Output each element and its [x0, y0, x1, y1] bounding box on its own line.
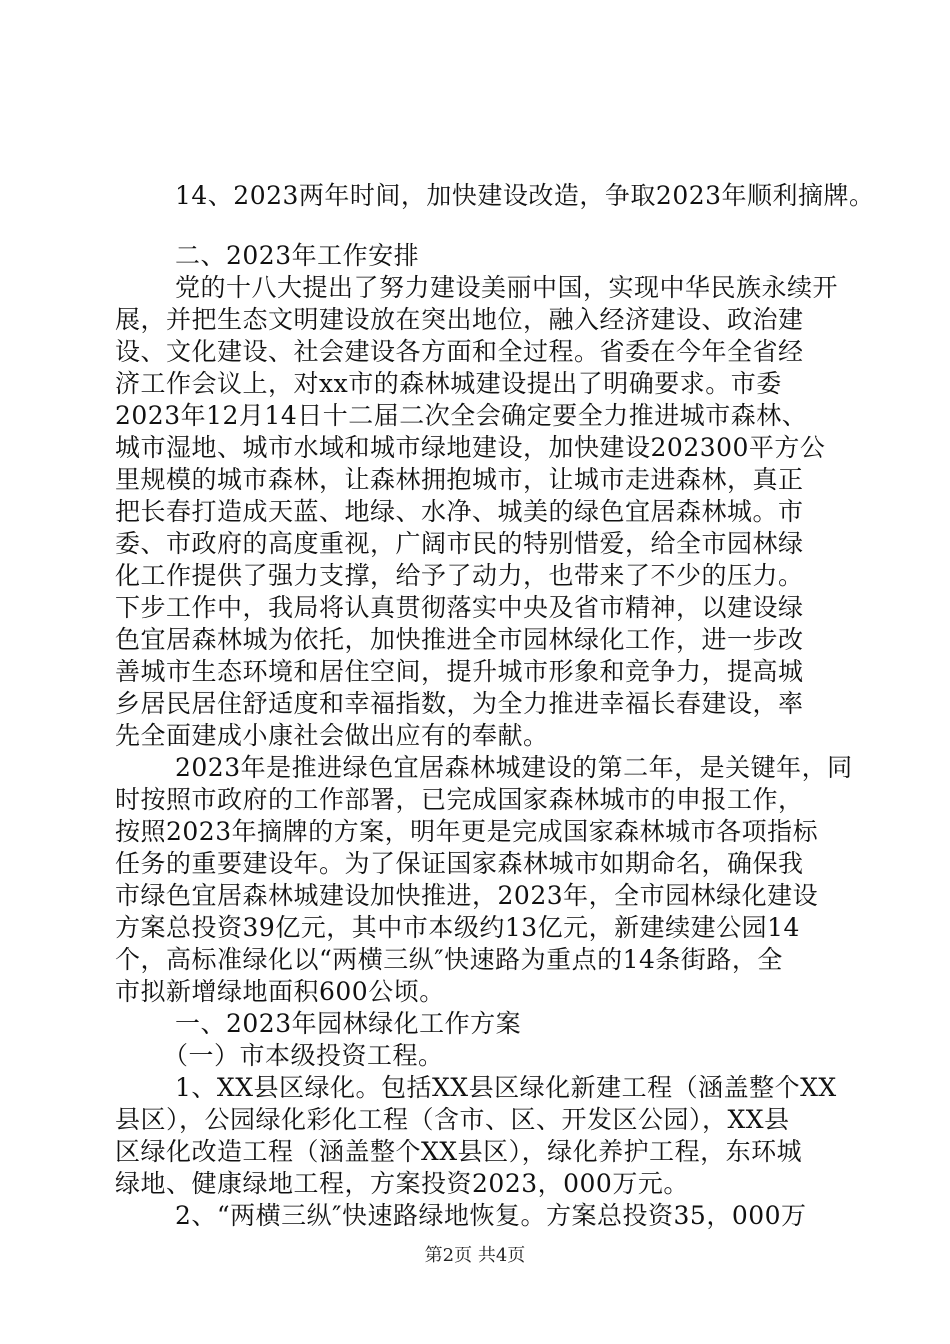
section-heading: 一、2023年园林绿化工作方案 — [175, 1009, 522, 1038]
text-line: 把长春打造成天蓝、地绿、水净、城美的绿色宜居森林城。市 — [115, 497, 804, 526]
text-line: 2023年是推进绿色宜居森林城建设的第二年，是关键年，同 — [175, 753, 853, 782]
text-line: 展，并把生态文明建设放在突出地位，融入经济建设、政治建 — [115, 305, 804, 334]
text-line: 下步工作中，我局将认真贯彻落实中央及省市精神，以建设绿 — [115, 593, 804, 622]
text-line: 市绿色宜居森林城建设加快推进，2023年，全市园林绿化建设 — [115, 881, 819, 910]
text-line: 里规模的城市森林，让森林拥抱城市，让城市走进森林，真正 — [115, 465, 804, 494]
text-line: 个，高标准绿化以“两横三纵″快速路为重点的14条街路，全 — [115, 945, 783, 974]
text-line: 色宜居森林城为依托，加快推进全市园林绿化工作，进一步改 — [115, 625, 804, 654]
text-line: 14、2023两年时间，加快建设改造，争取2023年顺利摘牌。 — [175, 181, 875, 210]
text-line: 市拟新增绿地面积600公顷。 — [115, 977, 445, 1006]
text-line: 2023年12月14日十二届二次全会确定要全力推进城市森林、 — [115, 401, 808, 430]
text-line: 先全面建成小康社会做出应有的奉献。 — [115, 721, 549, 750]
text-line: 城市湿地、城市水域和城市绿地建设，加快建设202300平方公 — [115, 433, 826, 462]
text-line: 方案总投资39亿元，其中市本级约13亿元，新建续建公园14 — [115, 913, 800, 942]
text-line: 1、XX县区绿化。包括XX县区绿化新建工程（涵盖整个XX — [175, 1073, 837, 1102]
subsection-heading: （一）市本级投资工程。 — [163, 1041, 444, 1070]
text-line: 善城市生态环境和居住空间，提升城市形象和竞争力，提高城 — [115, 657, 804, 686]
page-number-footer: 第2页 共4页 — [424, 1245, 526, 1266]
text-line: 县区），公园绿化彩化工程（含市、区、开发区公园），XX县 — [115, 1105, 790, 1134]
text-line: 乡居民居住舒适度和幸福指数，为全力推进幸福长春建设，率 — [115, 689, 804, 718]
text-line: 化工作提供了强力支撑，给予了动力，也带来了不少的压力。 — [115, 561, 804, 590]
text-line: 委、市政府的高度重视，广阔市民的特别惜爱，给全市园林绿 — [115, 529, 804, 558]
section-heading: 二、2023年工作安排 — [175, 241, 420, 270]
text-line: 2、“两横三纵″快速路绿地恢复。方案总投资35，000万 — [175, 1201, 807, 1230]
text-line: 区绿化改造工程（涵盖整个XX县区），绿化养护工程，东环城 — [115, 1137, 803, 1166]
text-line: 党的十八大提出了努力建设美丽中国，实现中华民族永续开 — [175, 273, 839, 302]
text-line: 设、文化建设、社会建设各方面和全过程。省委在今年全省经 — [115, 337, 804, 366]
text-line: 按照2023年摘牌的方案，明年更是完成国家森林城市各项指标 — [115, 817, 819, 846]
text-line: 任务的重要建设年。为了保证国家森林城市如期命名，确保我 — [115, 849, 804, 878]
text-line: 时按照市政府的工作部署，已完成国家森林城市的申报工作， — [115, 785, 804, 814]
text-line: 绿地、健康绿地工程，方案投资2023，000万元。 — [115, 1169, 689, 1198]
text-line: 济工作会议上，对xx市的森林城建设提出了明确要求。市委 — [115, 369, 782, 398]
